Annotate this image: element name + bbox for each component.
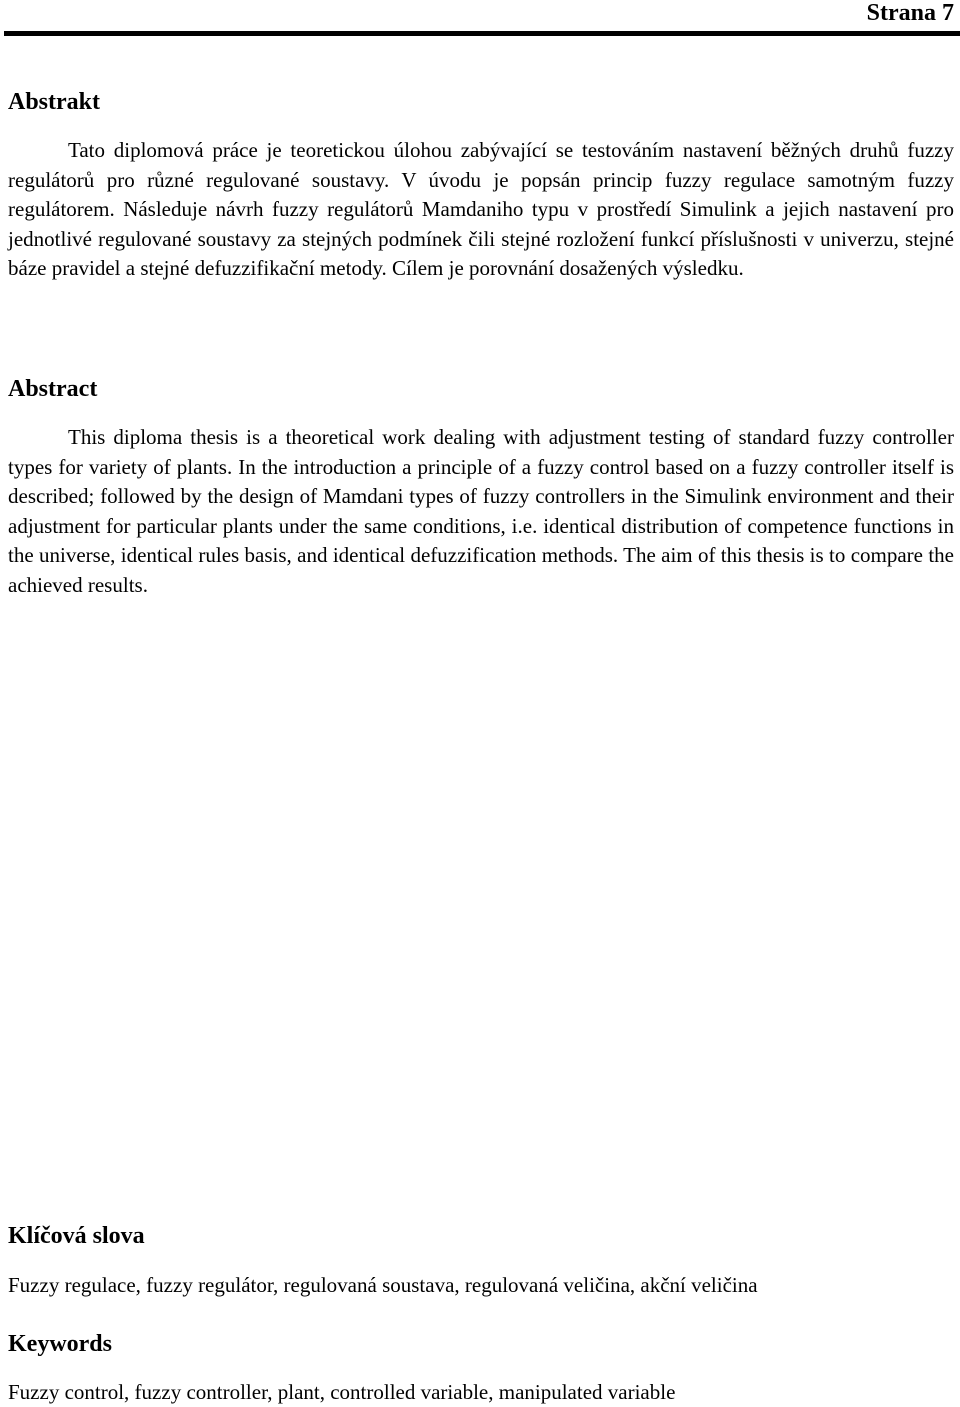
page-header bbox=[0, 0, 960, 40]
abstrakt-text: Tato diplomová práce je teoretickou úlohou zabývající se testováním nastavení běžných druhů fuzzy regulátorů pro různé regulované soustavy. V úvodu je popsán princip fuzzy regulace samotným fuzzy regulátorem. Následuje návrh fuzzy regulátorů Mamdaniho typu v prostředí Simulink a jejich nastavení pro jednotlivé regulované soustavy za stejných podmínek čili stejné rozložení funkcí příslušnosti v univerzu, stejné báze pravidel a stejné defuzzifikační metody. Cílem je porovnání dosažených výsledku. bbox=[8, 138, 954, 281]
header-rule bbox=[4, 31, 960, 36]
keywords-text: Fuzzy control, fuzzy controller, plant, controlled variable, manipulated variable bbox=[8, 1380, 676, 1404]
klicova-slova-heading: Klíčová slova bbox=[8, 1223, 145, 1249]
abstract-heading: Abstract bbox=[8, 376, 98, 402]
keywords-heading: Keywords bbox=[8, 1331, 112, 1357]
abstract-section bbox=[8, 375, 954, 601]
abstrakt-section bbox=[8, 88, 954, 284]
klicova-slova-text: Fuzzy regulace, fuzzy regulátor, regulovaná soustava, regulovaná veličina, akční veličina bbox=[8, 1273, 758, 1297]
abstrakt-heading: Abstrakt bbox=[8, 89, 101, 115]
page-number: Strana 7 bbox=[866, 0, 954, 26]
keywords-section bbox=[8, 1330, 954, 1406]
abstract-text: This diploma thesis is a theoretical work dealing with adjustment testing of standard fuzzy controller types for variety of plants. In the introduction a principle of a fuzzy control based on a fuzzy controller itself is described; followed by the design of Mamdani types of fuzzy controllers in the Simulink environment and their adjustment for particular plants under the same conditions, i.e. identical distribution of competence functions in the universe, identical rules basis, and identical defuzzification methods. The aim of this thesis is to compare the achieved results. bbox=[8, 425, 954, 597]
klicova-slova-section bbox=[8, 1222, 954, 1299]
